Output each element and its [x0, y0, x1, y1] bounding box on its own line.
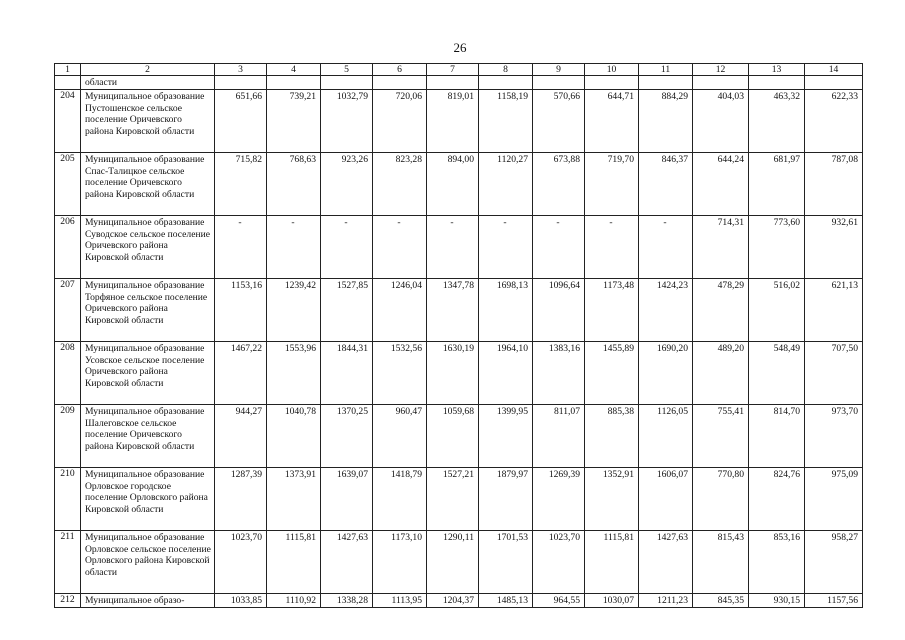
- table-row: [55, 90, 863, 153]
- value-cell: 1113,95: [373, 594, 427, 608]
- value-cell: 923,26: [321, 153, 373, 216]
- value-cell: 1532,56: [373, 342, 427, 405]
- value-cell: 1115,81: [585, 531, 639, 594]
- value-cell: 1399,95: [479, 405, 533, 468]
- value-cell: 1630,19: [427, 342, 479, 405]
- value-cell: 1527,21: [427, 468, 479, 531]
- value-cell: 673,88: [533, 153, 585, 216]
- column-header: 10: [585, 64, 639, 76]
- value-cell: 944,27: [215, 405, 267, 468]
- continuation-text: области: [81, 76, 215, 90]
- value-cell: 1418,79: [373, 468, 427, 531]
- municipality-name: Муниципальное образование Пустошенское сельское поселение Оричевского района Кировской области: [81, 90, 215, 153]
- value-cell: 1110,92: [267, 594, 321, 608]
- column-header: 7: [427, 64, 479, 76]
- value-cell: 1120,27: [479, 153, 533, 216]
- row-number: 209: [55, 405, 81, 468]
- value-cell: 714,31: [693, 216, 749, 279]
- municipality-name: Муниципальное образо-: [81, 594, 215, 608]
- table-row: [55, 342, 863, 405]
- column-header: 4: [267, 64, 321, 76]
- row-number: 205: [55, 153, 81, 216]
- value-cell: 770,80: [693, 468, 749, 531]
- value-cell: 570,66: [533, 90, 585, 153]
- value-cell: 1467,22: [215, 342, 267, 405]
- value-cell: 651,66: [215, 90, 267, 153]
- value-cell: 1030,07: [585, 594, 639, 608]
- municipality-name: Муниципальное образование Орловское городское поселение Орловского района Кировской области: [81, 468, 215, 531]
- value-cell: 773,60: [749, 216, 805, 279]
- value-cell: 1527,85: [321, 279, 373, 342]
- value-cell: 516,02: [749, 279, 805, 342]
- value-cell: 964,55: [533, 594, 585, 608]
- value-cell: 1701,53: [479, 531, 533, 594]
- value-cell: -: [533, 216, 585, 279]
- value-cell: 1040,78: [267, 405, 321, 468]
- value-cell: 1606,07: [639, 468, 693, 531]
- value-cell: 958,27: [805, 531, 863, 594]
- value-cell: 1290,11: [427, 531, 479, 594]
- value-cell: 1338,28: [321, 594, 373, 608]
- value-cell: 1246,04: [373, 279, 427, 342]
- value-cell: 755,41: [693, 405, 749, 468]
- value-cell: 1115,81: [267, 531, 321, 594]
- value-cell: 1204,37: [427, 594, 479, 608]
- value-cell: 973,70: [805, 405, 863, 468]
- value-cell: 853,16: [749, 531, 805, 594]
- value-cell: 404,03: [693, 90, 749, 153]
- value-cell: 1427,63: [321, 531, 373, 594]
- value-cell: -: [639, 216, 693, 279]
- row-number: 211: [55, 531, 81, 594]
- value-cell: 1879,97: [479, 468, 533, 531]
- value-cell: 884,29: [639, 90, 693, 153]
- table-row: [55, 153, 863, 216]
- value-cell: 1211,23: [639, 594, 693, 608]
- row-number: 212: [55, 594, 81, 608]
- table-row: [55, 216, 863, 279]
- value-cell: 1844,31: [321, 342, 373, 405]
- row-number: 208: [55, 342, 81, 405]
- continuation-row: [55, 76, 863, 90]
- value-cell: -: [267, 216, 321, 279]
- value-cell: 1553,96: [267, 342, 321, 405]
- value-cell: -: [215, 216, 267, 279]
- value-cell: 1427,63: [639, 531, 693, 594]
- value-cell: 463,32: [749, 90, 805, 153]
- value-cell: 975,09: [805, 468, 863, 531]
- column-header: 12: [693, 64, 749, 76]
- table-row: [55, 594, 863, 608]
- municipality-name: Муниципальное образование Суводское сельское поселение Оричевского района Кировской области: [81, 216, 215, 279]
- value-cell: 621,13: [805, 279, 863, 342]
- value-cell: 768,63: [267, 153, 321, 216]
- value-cell: 1023,70: [533, 531, 585, 594]
- row-number: 206: [55, 216, 81, 279]
- value-cell: 1424,23: [639, 279, 693, 342]
- value-cell: 720,06: [373, 90, 427, 153]
- value-cell: 739,21: [267, 90, 321, 153]
- municipality-name: Муниципальное образование Орловское сельское поселение Орловского района Кировской области: [81, 531, 215, 594]
- row-number: 207: [55, 279, 81, 342]
- column-header: 3: [215, 64, 267, 76]
- value-cell: 960,47: [373, 405, 427, 468]
- value-cell: 1370,25: [321, 405, 373, 468]
- column-header: 14: [805, 64, 863, 76]
- value-cell: 1173,48: [585, 279, 639, 342]
- value-cell: 1032,79: [321, 90, 373, 153]
- column-header: 11: [639, 64, 693, 76]
- value-cell: -: [373, 216, 427, 279]
- value-cell: 846,37: [639, 153, 693, 216]
- value-cell: 1287,39: [215, 468, 267, 531]
- value-cell: 719,70: [585, 153, 639, 216]
- value-cell: 930,15: [749, 594, 805, 608]
- value-cell: 1153,16: [215, 279, 267, 342]
- row-number: 210: [55, 468, 81, 531]
- header-row: [55, 64, 863, 76]
- municipality-name: Муниципальное образование Торфяное сельское поселение Оричевского района Кировской области: [81, 279, 215, 342]
- data-table: [54, 63, 863, 608]
- value-cell: 622,33: [805, 90, 863, 153]
- table-row: [55, 468, 863, 531]
- value-cell: 1173,10: [373, 531, 427, 594]
- value-cell: 1157,56: [805, 594, 863, 608]
- value-cell: 478,29: [693, 279, 749, 342]
- table-row: [55, 405, 863, 468]
- page-number: 26: [453, 40, 467, 55]
- column-header: 8: [479, 64, 533, 76]
- value-cell: 489,20: [693, 342, 749, 405]
- value-cell: 1639,07: [321, 468, 373, 531]
- value-cell: 819,01: [427, 90, 479, 153]
- value-cell: 932,61: [805, 216, 863, 279]
- value-cell: 845,35: [693, 594, 749, 608]
- column-header: 6: [373, 64, 427, 76]
- column-header: 5: [321, 64, 373, 76]
- municipality-name: Муниципальное образование Усовское сельское поселение Оричевского района Кировской области: [81, 342, 215, 405]
- value-cell: -: [479, 216, 533, 279]
- value-cell: -: [585, 216, 639, 279]
- value-cell: 811,07: [533, 405, 585, 468]
- table-row: [55, 531, 863, 594]
- value-cell: 823,28: [373, 153, 427, 216]
- value-cell: 1964,10: [479, 342, 533, 405]
- value-cell: 1698,13: [479, 279, 533, 342]
- value-cell: 1373,91: [267, 468, 321, 531]
- value-cell: 1158,19: [479, 90, 533, 153]
- value-cell: 1239,42: [267, 279, 321, 342]
- value-cell: 1023,70: [215, 531, 267, 594]
- value-cell: 1485,13: [479, 594, 533, 608]
- value-cell: 824,76: [749, 468, 805, 531]
- row-number: 204: [55, 90, 81, 153]
- value-cell: 707,50: [805, 342, 863, 405]
- value-cell: 644,71: [585, 90, 639, 153]
- municipality-name: Муниципальное образование Шалеговское сельское поселение Оричевского района Кировской области: [81, 405, 215, 468]
- value-cell: 1690,20: [639, 342, 693, 405]
- column-header: 1: [55, 64, 81, 76]
- value-cell: 644,24: [693, 153, 749, 216]
- value-cell: 814,70: [749, 405, 805, 468]
- value-cell: 715,82: [215, 153, 267, 216]
- value-cell: 681,97: [749, 153, 805, 216]
- table-row: [55, 279, 863, 342]
- value-cell: 1455,89: [585, 342, 639, 405]
- value-cell: 1033,85: [215, 594, 267, 608]
- column-header: 9: [533, 64, 585, 76]
- value-cell: 894,00: [427, 153, 479, 216]
- value-cell: -: [427, 216, 479, 279]
- value-cell: 1352,91: [585, 468, 639, 531]
- value-cell: 787,08: [805, 153, 863, 216]
- value-cell: 885,38: [585, 405, 639, 468]
- value-cell: 1059,68: [427, 405, 479, 468]
- value-cell: 1126,05: [639, 405, 693, 468]
- value-cell: 1096,64: [533, 279, 585, 342]
- municipality-name: Муниципальное образование Спас-Талицкое сельское поселение Оричевского района Кировской области: [81, 153, 215, 216]
- value-cell: 815,43: [693, 531, 749, 594]
- value-cell: 548,49: [749, 342, 805, 405]
- column-header: 13: [749, 64, 805, 76]
- value-cell: -: [321, 216, 373, 279]
- column-header: 2: [81, 64, 215, 76]
- value-cell: 1269,39: [533, 468, 585, 531]
- value-cell: 1347,78: [427, 279, 479, 342]
- value-cell: 1383,16: [533, 342, 585, 405]
